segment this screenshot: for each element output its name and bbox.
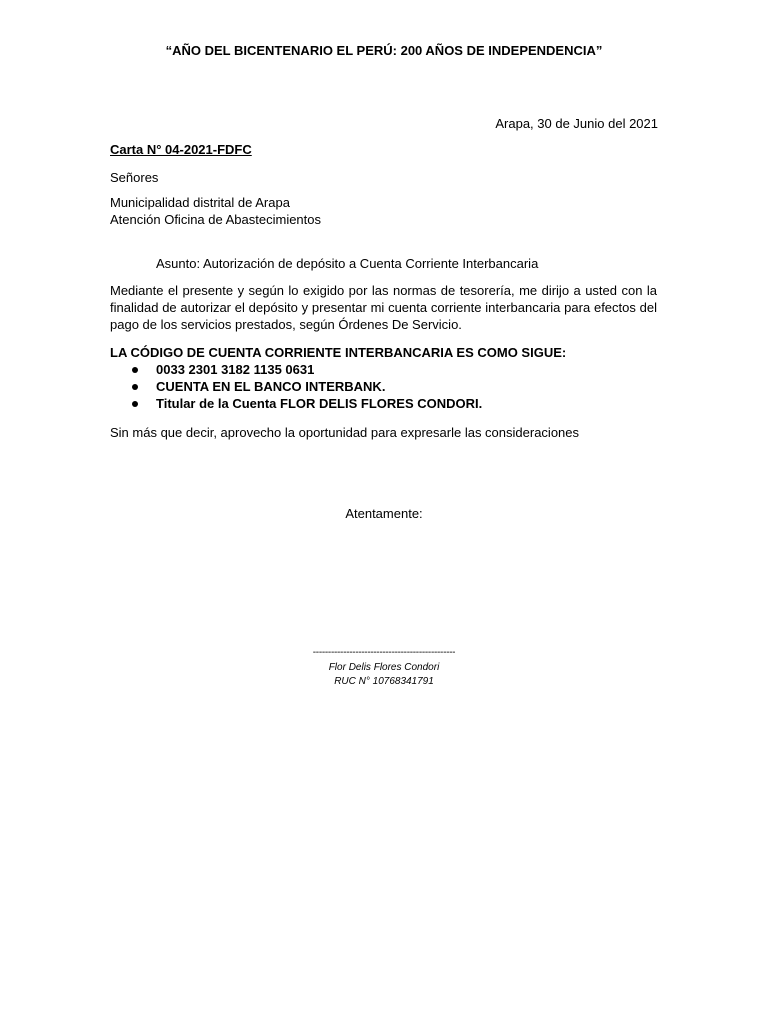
bullet-icon [132, 384, 138, 390]
list-item [110, 395, 482, 412]
bullet-icon [132, 401, 138, 407]
letter-closing: Sin más que decir, aprovecho la oportunidad para expresarle las consideraciones [110, 425, 580, 440]
recipient-block [110, 194, 321, 228]
signature-name: Flor Delis Flores Condori [328, 662, 440, 673]
account-holder: Titular de la Cuenta FLOR DELIS FLORES CONDORI. [156, 396, 483, 411]
bank-name: CUENTA EN EL BANCO INTERBANK. [156, 379, 386, 394]
bullet-icon [132, 367, 138, 373]
list-item [110, 361, 482, 378]
salutation: Señores [110, 170, 159, 185]
account-number: 0033 2301 3182 1135 0631 [156, 362, 315, 377]
letter-header: “AÑO DEL BICENTENARIO EL PERÚ: 200 AÑOS DE INDEPENDENCIA” [165, 43, 603, 58]
letter-date: Arapa, 30 de Junio del 2021 [495, 116, 658, 131]
recipient-line-2: Atención Oficina de Abastecimientos [110, 212, 322, 227]
account-code-title: LA CÓDIGO DE CUENTA CORRIENTE INTERBANCARIA ES COMO SIGUE: [110, 345, 567, 360]
list-item [110, 378, 482, 395]
letter-body: Mediante el presente y según lo exigido por las normas de tesorería, me dirijo a usted con la finalidad de autorizar el depósito y presentar mi cuenta corriente interbancaria para efectos del pago de los servicios prestados, según Órdenes De Servicio. [110, 283, 657, 332]
recipient-line-1: Municipalidad distrital de Arapa [110, 195, 290, 210]
signature-line: ----------------------------------------------- [312, 647, 456, 658]
signature-ruc: RUC N° 10768341791 [334, 676, 434, 687]
letter-subject: Asunto: Autorización de depósito a Cuenta Corriente Interbancaria [156, 256, 539, 271]
farewell: Atentamente: [345, 506, 423, 521]
account-details-list [110, 361, 482, 412]
letter-reference: Carta N° 04-2021-FDFC [110, 142, 252, 157]
